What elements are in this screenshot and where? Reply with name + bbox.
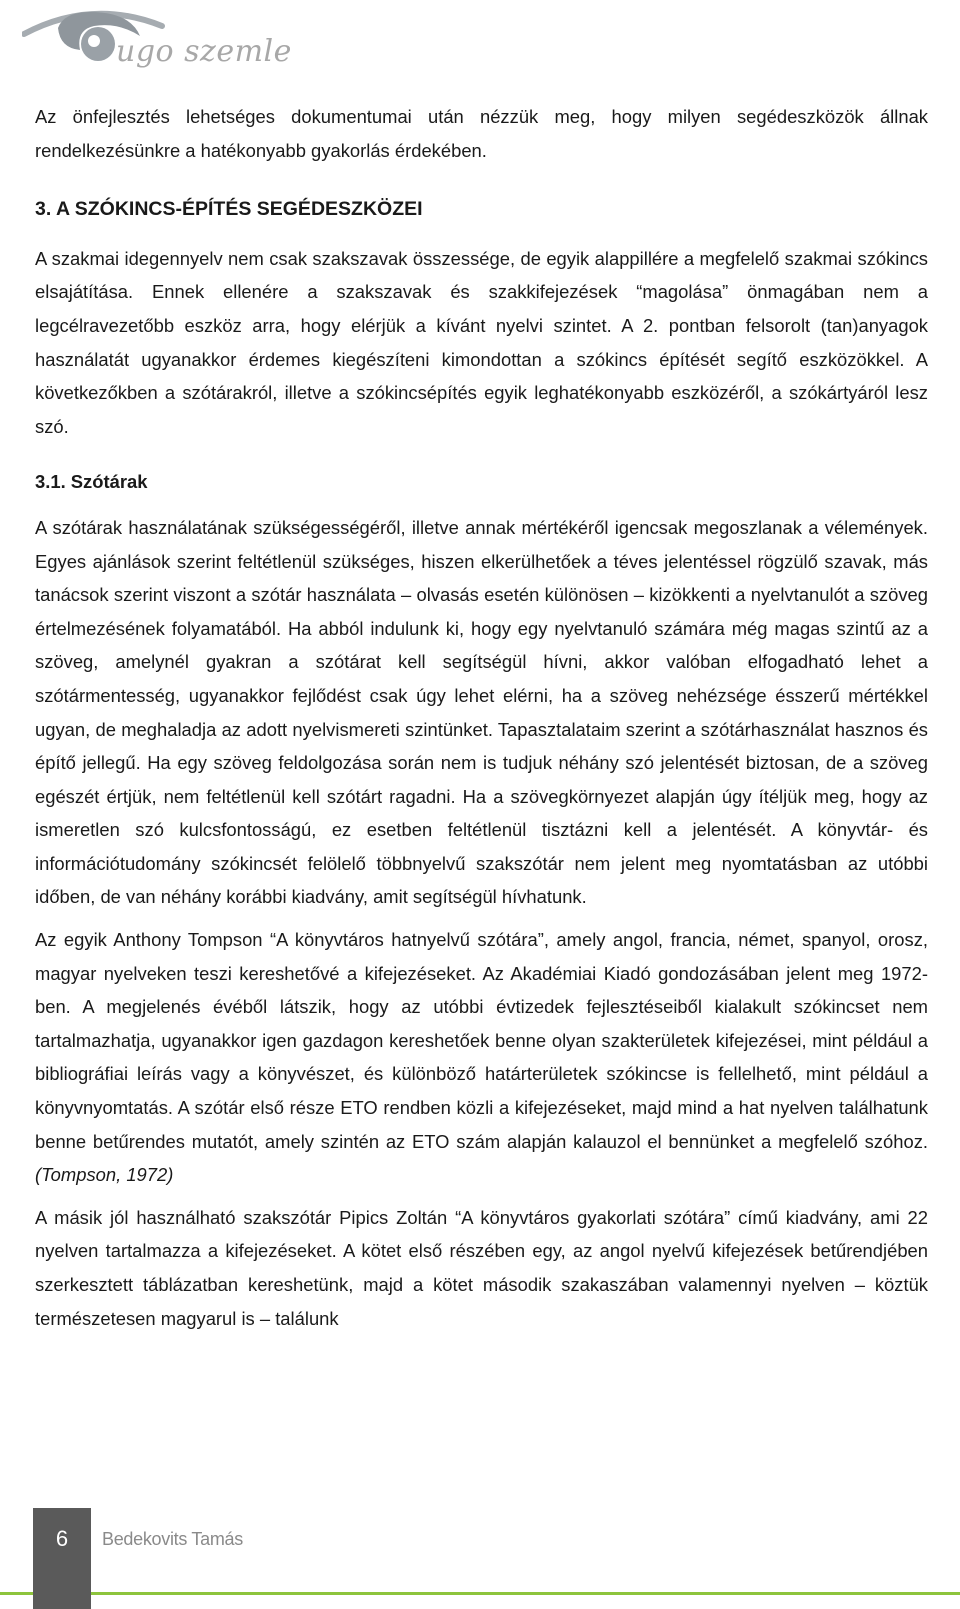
paragraph-text: Az egyik Anthony Tompson “A könyvtáros hatnyelvű szótára”, amely angol, francia, német, spanyol, orosz, magyar nyelveken teszi kereshetővé a kifejezéseket. Az Akadémiai Kiadó gondozásában jelent meg 1972-ben. A megjelenés évéből látszik, hogy az utóbbi évtizedek fejlesztéseiből kialakult szókincset nem tartalmazhatja, ugyanakkor igen gazdagon kereshetőek benne olyan szakterületek kifejezései, mint például a bibliográfiai leírás vagy a könyvészet, és különböző határterületek szókincse is fellelhető, mint például a könyvnyomtatás. A szótár első része ETO rendben közli a kifejezéseket, majd mind a hat nyelven találhatunk benne betűrendes mutatót, amely szintén az ETO szám alapján kalauzol el bennünket a megfelelő szóhoz. bbox=[35, 929, 928, 1152]
page-number: 6 bbox=[55, 1526, 69, 1551]
document-body bbox=[35, 100, 928, 1335]
citation: (Tompson, 1972) bbox=[35, 1164, 174, 1186]
journal-logo bbox=[22, 4, 292, 84]
logo-wordmark: ugo szemle bbox=[116, 34, 292, 69]
subsection-paragraph-2 bbox=[35, 923, 928, 1192]
subsection-heading: 3.1. Szótárak bbox=[35, 471, 148, 493]
footer-author: Bedekovits Tamás bbox=[102, 1529, 243, 1549]
section-heading: 3. A SZÓKINCS-ÉPÍTÉS SEGÉDESZKÖZEI bbox=[35, 198, 423, 221]
subsection-paragraph-3: A másik jól használható szakszótár Pipics Zoltán “A könyvtáros gyakorlati szótára” című kiadvány, ami 22 nyelven tartalmazza a kifejezéseket. A kötet első részében egy, az angol nyelvű kifejezések betűrendjében szerkesztett táblázatban kereshetünk, majd a kötet második szakaszában valamennyi nyelven – köztük természetesen magyarul is – találunk bbox=[35, 1206, 928, 1329]
page-number-box bbox=[33, 1508, 91, 1609]
footer-accent-line bbox=[0, 1592, 960, 1595]
subsection-paragraph-1: A szótárak használatának szükségességéről, illetve annak mértékéről igencsak megoszlanak a vélemények. Egyes ajánlások szerint feltétlenül szükséges, hiszen elkerülhetőek a téves jelentéssel rögzülő szavak, más tanácsok szerint viszont a szótár használata – olvasás esetén különösen – kizökkenti a nyelvtanulót a szöveg értelmezésének folyamatából. Ha abból indulunk ki, hogy egy nyelvtanuló számára még magas szintű az a szöveg, amelynél gyakran a szótárat kell segítségül hívni, akkor valóban elfogadható lehet a szótármentesség, ugyanakkor fejlődést csak úgy lehet elérni, ha a szöveg nehézsége ésszerű mértékkel ugyan, de meghaladja az adott nyelvismereti szintünket. Tapasztalataim szerint a szótárhasználat hasznos és építő jellegű. Ha egy szöveg feldolgozása során nem is tudjuk néhány szó jelentését biztosan, de a szöveg egészét értjük, nem feltétlenül kell szótárt ragadni. Ha a szövegkörnyezet alapján úgy ítéljük meg, hogy az ismeretlen szó kulcsfontosságú, ez esetben feltétlenül tisztázni kell a jelentését. A könyvtár- és információtudomány szókincsét felölelő többnyelvű szakszótár nem jelent meg nyomtatásban az utóbbi időben, de van néhány korábbi kiadvány, amit segítségül hívhatunk. bbox=[35, 516, 928, 908]
intro-paragraph: Az önfejlesztés lehetséges dokumentumai után nézzük meg, hogy milyen segédeszközök állnak rendelkezésünkre a hatékonyabb gyakorlás érdekében. bbox=[35, 106, 928, 161]
section-paragraph: A szakmai idegennyelv nem csak szakszavak összessége, de egyik alappillére a megfelelő szakmai szókincs elsajátítása. Ennek ellenére a szakszavak és szakkifejezések “magolása” önmagában nem a legcélravezetőbb eszköz arra, hogy elérjük a kívánt nyelvi szintet. A 2. pontban felsorolt (tan)anyagok használatát ugyanakkor érdemes kiegészíteni kimondottan a szókincs építését segítő eszközökkel. A következőkben a szótárakról, illetve a szókincsépítés egyik leghatékonyabb eszközéről, a szókártyáról lesz szó. bbox=[35, 247, 928, 437]
